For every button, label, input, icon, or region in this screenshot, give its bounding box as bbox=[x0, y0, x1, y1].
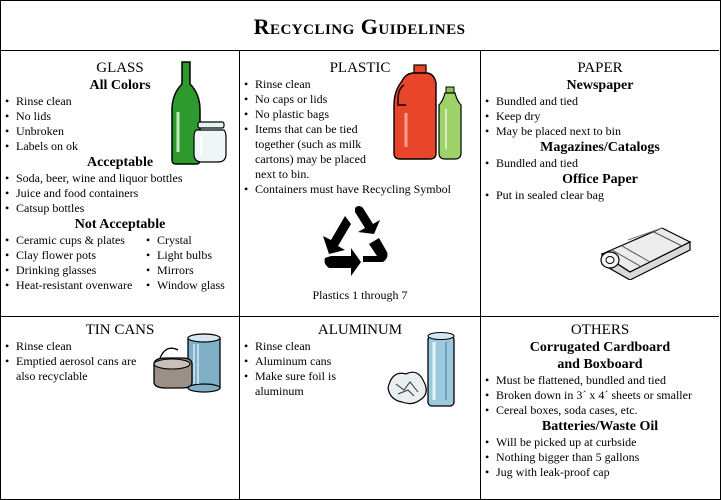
paper-newspaper-heading: Newspaper bbox=[566, 78, 634, 93]
list-item: • Put in sealed clear bag bbox=[482, 188, 718, 203]
list-item: • Light bulbs bbox=[143, 248, 225, 263]
list-item: • Clay flower pots bbox=[2, 248, 143, 263]
glass-acceptable-list bbox=[2, 171, 238, 216]
list-item: • Unbroken bbox=[2, 124, 238, 139]
list-item: • Window glass bbox=[143, 278, 225, 293]
glass-not-acceptable-list-right bbox=[143, 233, 225, 293]
divider-top bbox=[0, 50, 719, 51]
list-item: • Bundled and tied bbox=[482, 94, 718, 109]
newspaper-bundle-icon bbox=[598, 224, 694, 280]
list-item: • Will be picked up at curbside bbox=[482, 435, 718, 450]
paper-magazines-heading: Magazines/Catalogs bbox=[540, 140, 660, 155]
list-item: • Heat-resistant ovenware bbox=[2, 278, 143, 293]
list-item: • Rinse clean bbox=[2, 339, 142, 354]
divider-left bbox=[239, 50, 240, 499]
aluminum-list bbox=[241, 339, 381, 399]
aluminum-heading: ALUMINUM bbox=[317, 322, 403, 338]
list-item: • Rinse clean bbox=[2, 94, 238, 109]
list-item: • Jug with leak-proof cap bbox=[482, 465, 718, 480]
paper-section bbox=[482, 60, 718, 203]
others-batteries-heading: Batteries/Waste Oil bbox=[541, 419, 659, 434]
list-item: • Emptied aerosol cans are also recyclable bbox=[2, 354, 142, 384]
recycle-symbol-caption: Plastics 1 through 7 bbox=[312, 288, 408, 302]
list-item: • Must be flattened, bundled and tied bbox=[482, 373, 718, 388]
list-item: • Rinse clean bbox=[241, 77, 376, 92]
paper-magazines-list bbox=[482, 156, 718, 171]
list-item: • Aluminum cans bbox=[241, 354, 381, 369]
others-cardboard-heading-line-1: Corrugated Cardboard bbox=[529, 340, 671, 355]
paper-heading: PAPER bbox=[577, 60, 623, 76]
list-item: • No plastic bags bbox=[241, 107, 376, 122]
list-item: • No caps or lids bbox=[241, 92, 376, 107]
paper-newspaper-list bbox=[482, 94, 718, 139]
list-item: • Catsup bottles bbox=[2, 201, 238, 216]
aluminum-can-foil-icon bbox=[384, 330, 470, 412]
list-item: • Mirrors bbox=[143, 263, 225, 278]
list-item: • Labels on ok bbox=[2, 139, 238, 154]
list-item: • Bundled and tied bbox=[482, 156, 718, 171]
list-item: • Soda, beer, wine and liquor bottles bbox=[2, 171, 238, 186]
list-item: • Ceramic cups & plates bbox=[2, 233, 143, 248]
list-item: • Containers must have Recycling Symbol bbox=[241, 182, 477, 197]
divider-right bbox=[480, 50, 481, 499]
list-item: • May be placed next to bin bbox=[482, 124, 718, 139]
list-item: • Cereal boxes, soda cases, etc. bbox=[482, 403, 718, 418]
glass-heading: GLASS bbox=[96, 60, 144, 76]
plastic-list-wide bbox=[241, 182, 477, 197]
list-item: • Drinking glasses bbox=[2, 263, 143, 278]
tin-heading: TIN CANS bbox=[85, 322, 155, 338]
plastic-jug-bottle-icon bbox=[388, 63, 468, 163]
page-title: Recycling Guidelines bbox=[253, 14, 466, 39]
plastic-list bbox=[241, 77, 376, 182]
list-item: • Nothing bigger than 5 gallons bbox=[482, 450, 718, 465]
glass-not-acceptable-heading: Not Acceptable bbox=[74, 217, 166, 232]
list-item: • Items that can be tied together (such as milk cartons) may be placed next to bin. bbox=[241, 122, 376, 182]
paper-office-list bbox=[482, 188, 718, 203]
list-item: • Juice and food containers bbox=[2, 186, 238, 201]
tin-cans-icon bbox=[150, 332, 228, 394]
glass-not-acceptable-list-left bbox=[2, 233, 143, 293]
tin-list bbox=[2, 339, 142, 384]
glass-not-acceptable-lists bbox=[2, 233, 238, 293]
glass-bottle-jar-icon bbox=[168, 60, 230, 166]
recycle-symbol-icon bbox=[317, 206, 393, 282]
others-cardboard-heading-line-2: and Boxboard bbox=[557, 357, 643, 372]
list-item: • Broken down in 3´ x 4´ sheets or smaller bbox=[482, 388, 718, 403]
glass-subheading: All Colors bbox=[89, 78, 151, 93]
others-cardboard-list bbox=[482, 373, 718, 418]
list-item: • Keep dry bbox=[482, 109, 718, 124]
paper-office-heading: Office Paper bbox=[562, 172, 638, 187]
list-item: • Rinse clean bbox=[241, 339, 381, 354]
others-section bbox=[482, 322, 718, 480]
others-batteries-list bbox=[482, 435, 718, 480]
list-item: • No lids bbox=[2, 109, 238, 124]
list-item: • Crystal bbox=[143, 233, 225, 248]
glass-acceptable-heading: Acceptable bbox=[86, 155, 154, 170]
plastic-heading: PLASTIC bbox=[329, 60, 391, 76]
divider-middle bbox=[0, 316, 719, 317]
others-heading: OTHERS bbox=[570, 322, 630, 338]
list-item: • Make sure foil is aluminum bbox=[241, 369, 381, 399]
